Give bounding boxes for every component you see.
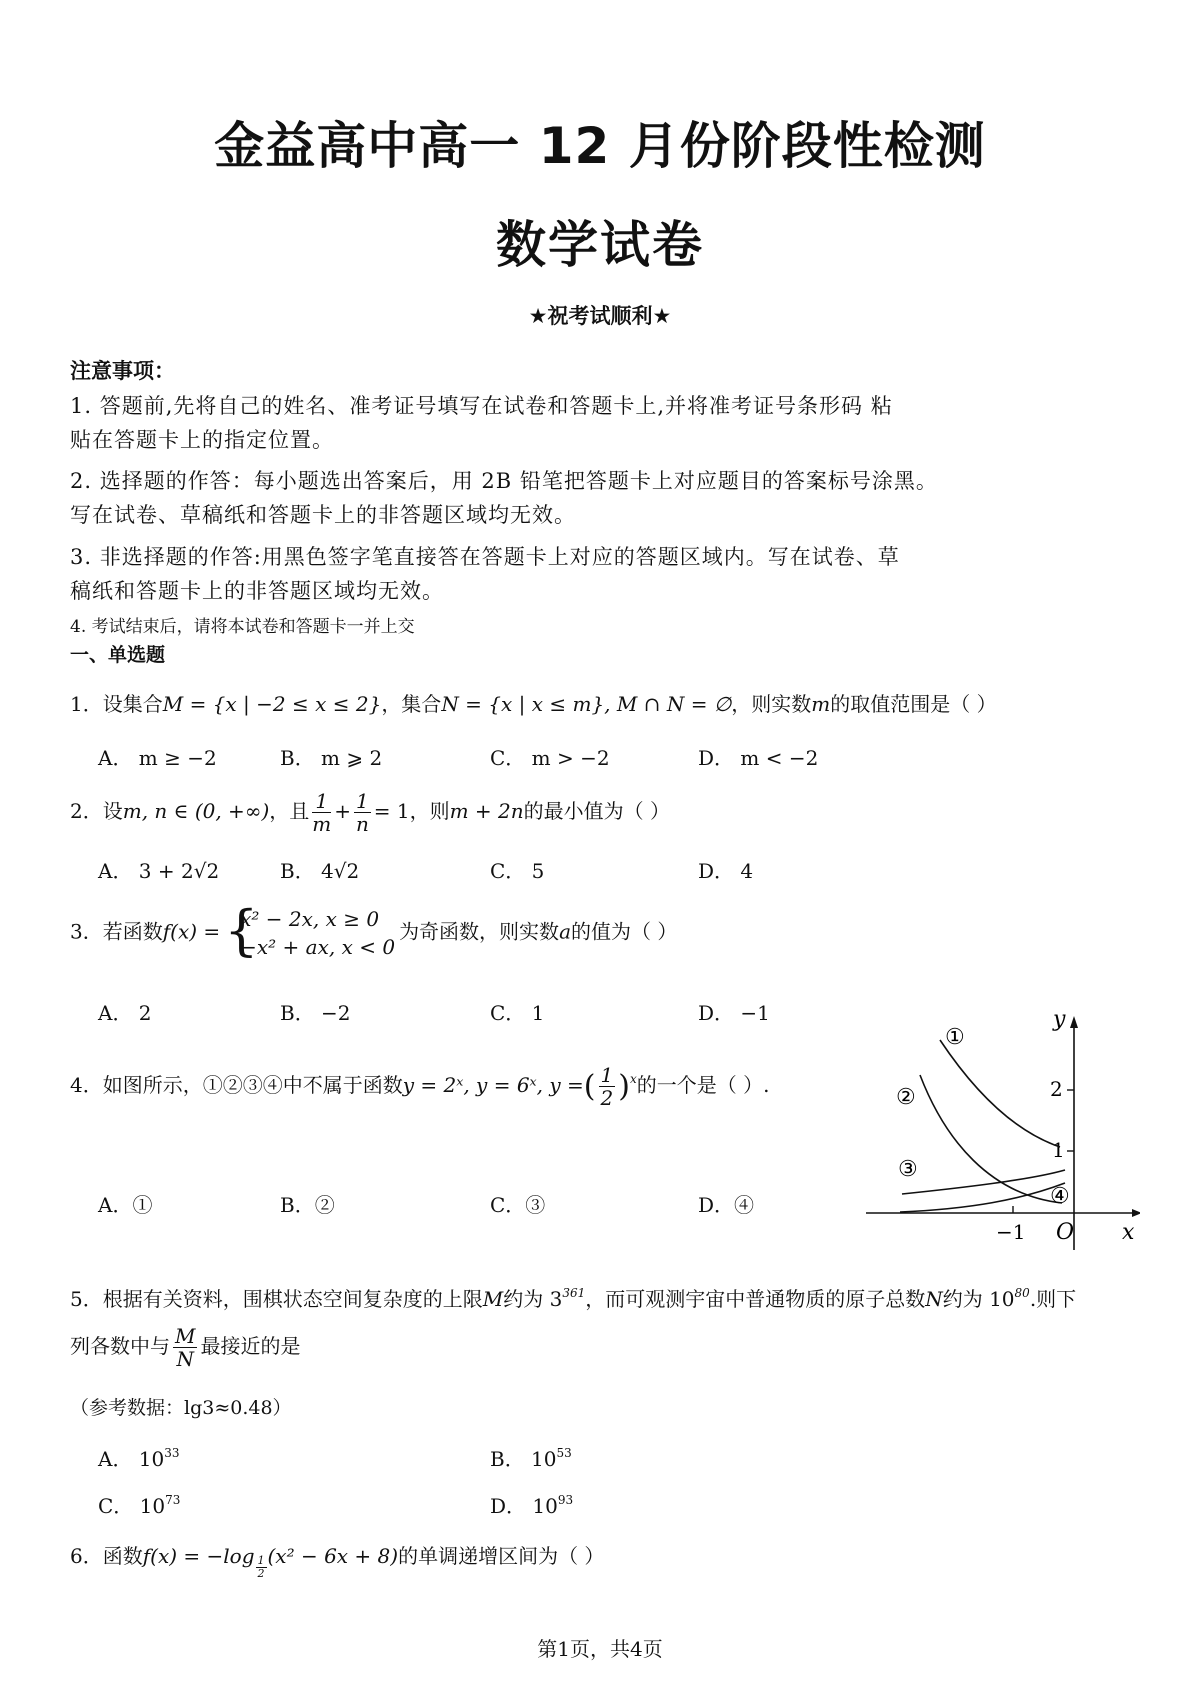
q1-stem-c: ，则实数 — [731, 692, 812, 716]
exam-title: 金益高中高一 12 月份阶段性检测 — [214, 117, 986, 175]
q3-stem-a: 3．若函数 — [70, 919, 163, 944]
q2-eq: = 1 — [373, 799, 410, 823]
q2-stem-b: ，且 — [269, 799, 310, 823]
graph-curve-label-3: ③ — [898, 1157, 918, 1182]
graph-curve-4 — [900, 1183, 1065, 1212]
q5-stem-b: 约为 3 — [503, 1287, 563, 1311]
graph-y-label: y — [1053, 1010, 1066, 1032]
question-5-cont — [70, 1325, 300, 1370]
graph-tick-y1-label: 1 — [1052, 1138, 1065, 1162]
q2-option-c: C． 5 — [490, 859, 545, 883]
q4-option-a: A．① — [98, 1193, 153, 1217]
q6-base-num: 1 — [257, 1554, 265, 1567]
q4-fraction — [599, 1064, 616, 1109]
q4-paren-open: ( — [583, 1069, 596, 1104]
q5-opt-d-exp: 93 — [557, 1493, 574, 1507]
note-3a: 3. 非选择题的作答:用黑色签字笔直接答在答题卡上对应的答题区域内。写在试卷、草 — [70, 545, 900, 569]
q2-frac1-num: 1 — [312, 790, 331, 813]
q5-opt-b-base: B． 10 — [490, 1447, 557, 1471]
graph-y-arrow — [1070, 1016, 1078, 1028]
q2-fraction-1 — [312, 790, 331, 835]
exam-subtitle: 数学试卷 — [496, 216, 704, 274]
q4-option-b: B．② — [280, 1193, 335, 1217]
q5-reference: （参考数据：lg3≈0.48） — [70, 1397, 292, 1419]
note-1b: 贴在答题卡上的指定位置。 — [70, 428, 334, 452]
q1-stem-b: ，集合 — [381, 692, 442, 716]
q3-option-d: D． −1 — [698, 1001, 770, 1025]
q4-frac-den: 2 — [600, 1086, 614, 1110]
question-3 — [70, 899, 678, 962]
q5-opt-c-base: C． 10 — [98, 1494, 166, 1518]
q5-stem-f: 列各数中与 — [70, 1334, 170, 1358]
q5-opt-c-exp: 73 — [165, 1493, 181, 1507]
q4-pow: x — [629, 1072, 637, 1086]
q5-option-a — [98, 1443, 180, 1472]
q5-frac-den: N — [176, 1347, 194, 1371]
q5-option-c — [98, 1490, 180, 1519]
q6-base-den: 2 — [257, 1567, 265, 1580]
q3-brace: { — [224, 899, 259, 962]
q6-arg: (x² − 6x + 8) — [267, 1544, 399, 1568]
q4-funcs: y = 2ˣ, y = 6ˣ, y = — [402, 1073, 584, 1097]
q2-option-a: A． 3 + 2√2 — [98, 859, 220, 883]
q3-option-c: C． 1 — [490, 1001, 545, 1025]
q5-option-b — [490, 1443, 572, 1472]
notes-heading: 注意事项： — [70, 359, 175, 383]
q6-func: f(x) = −log — [142, 1544, 255, 1568]
q3-func: f(x) = — [162, 919, 221, 944]
exam-wish: ★祝考试顺利★ — [528, 304, 672, 328]
q5-frac-num: M — [175, 1324, 196, 1348]
q3-piecewise — [224, 899, 396, 962]
q2-fraction-2 — [354, 790, 371, 835]
q2-stem-c: ，则 — [409, 799, 450, 823]
q5-exp-m: 361 — [562, 1286, 586, 1300]
q2-frac2-num: 1 — [356, 789, 369, 813]
q3-var: a — [559, 919, 571, 944]
q5-opt-a-base: A． 10 — [98, 1447, 165, 1471]
q1-option-d: D． m < −2 — [698, 746, 819, 770]
question-4 — [70, 1064, 769, 1109]
graph-curve-label-2: ② — [896, 1085, 916, 1110]
question-6 — [70, 1540, 604, 1580]
q5-stem-e: .则下 — [1029, 1287, 1077, 1311]
q1-stem-d: 的取值范围是（ ） — [830, 692, 997, 716]
q1-var: m — [811, 692, 831, 716]
graph-curve-label-1: ① — [945, 1025, 965, 1050]
note-4: 4. 考试结束后，请将本试卷和答题卡一并上交 — [70, 617, 415, 637]
note-1a: 1. 答题前,先将自己的姓名、准考证号填写在试卷和答题卡上,并将准考证号条形码 粘 — [70, 394, 893, 418]
q3-option-a: A． 2 — [98, 1001, 152, 1025]
q2-stem-d: 的最小值为（ ） — [523, 799, 670, 823]
q5-option-d — [490, 1490, 573, 1519]
graph-origin-label: O — [1056, 1220, 1075, 1245]
graph-curve-1 — [940, 1040, 1060, 1147]
section-1-title: 一、单选题 — [70, 644, 166, 666]
q5-fraction — [173, 1325, 197, 1370]
q1-option-c: C． m > −2 — [490, 746, 610, 770]
q4-option-d: D．④ — [698, 1193, 755, 1217]
q5-var-m: M — [482, 1287, 504, 1311]
q2-stem-a: 2．设 — [70, 799, 123, 823]
q4-frac-num: 1 — [600, 1063, 614, 1087]
q5-opt-b-exp: 53 — [556, 1446, 572, 1460]
q3-option-b: B． −2 — [280, 1001, 351, 1025]
note-3b: 稿纸和答题卡上的非答题区域均无效。 — [70, 579, 444, 603]
q5-opt-a-exp: 33 — [164, 1446, 180, 1460]
q5-stem-g: 最接近的是 — [200, 1334, 301, 1358]
q4-paren-close: ) — [618, 1069, 630, 1104]
q1-option-b: B． m ⩾ 2 — [280, 746, 383, 770]
graph-tick-xm1-label: −1 — [996, 1220, 1026, 1244]
q4-stem-a: 4．如图所示，①②③④中不属于函数 — [70, 1073, 403, 1097]
page-footer: 第1页，共4页 — [537, 1637, 663, 1661]
q2-expr: m + 2n — [449, 799, 524, 823]
q6-stem-a: 6．函数 — [70, 1544, 143, 1568]
q2-cond: m, n ∈ (0, +∞) — [122, 799, 270, 823]
q1-set-n: N = {x | x ≤ m}, M ∩ N = ∅ — [441, 692, 732, 716]
q2-frac2-den: n — [355, 812, 369, 836]
q3-case-1: x² − 2x, x ≥ 0 — [240, 907, 380, 931]
q5-stem-a: 5．根据有关资料，围棋状态空间复杂度的上限 — [70, 1287, 483, 1311]
q4-graph — [860, 1010, 1140, 1250]
q1-set-m: M = {x | −2 ≤ x ≤ 2} — [162, 692, 382, 716]
note-2a: 2. 选择题的作答：每小题选出答案后，用 2B 铅笔把答题卡上对应题目的答案标号涂黑。 — [70, 469, 938, 493]
q2-frac1-den: m — [312, 812, 332, 836]
q2-option-d: D． 4 — [698, 859, 754, 883]
question-1 — [70, 688, 997, 717]
q5-var-n: N — [925, 1287, 943, 1311]
q2-option-b: B． 4√2 — [280, 859, 360, 883]
q5-exp-n: 80 — [1014, 1286, 1030, 1300]
q5-opt-d-base: D． 10 — [490, 1494, 558, 1518]
q5-stem-d: 约为 10 — [942, 1287, 1015, 1311]
graph-x-label: x — [1122, 1220, 1135, 1245]
q6-stem-b: 的单调递增区间为（ ） — [398, 1544, 605, 1568]
q4-option-c: C．③ — [490, 1193, 546, 1217]
q6-log-base — [256, 1555, 267, 1580]
graph-curve-3 — [902, 1170, 1065, 1194]
q3-stem-c: 的值为（ ） — [571, 919, 678, 944]
q4-stem-b: 的一个是（ ）. — [636, 1073, 770, 1097]
graph-x-arrow — [1132, 1209, 1140, 1217]
graph-curve-label-4: ④ — [1050, 1184, 1070, 1209]
q3-case-2: −x² + ax, x < 0 — [240, 935, 396, 959]
graph-tick-y2-label: 2 — [1050, 1077, 1063, 1101]
q1-option-a: A． m ≥ −2 — [98, 746, 217, 770]
note-2b: 写在试卷、草稿纸和答题卡上的非答题区域均无效。 — [70, 503, 576, 527]
question-2: 2．设m, n ∈ (0, +∞)，且 $\frac{1}{m}$ + $\frac{1}{n}$ = 1，则m + 2n的最小值为（ ） — [70, 789, 670, 836]
question-5 — [70, 1283, 1076, 1312]
q3-stem-b: 为奇函数，则实数 — [399, 919, 560, 944]
q5-stem-c: ，而可观测宇宙中普通物质的原子总数 — [585, 1287, 926, 1311]
q1-stem-a: 1．设集合 — [70, 692, 163, 716]
